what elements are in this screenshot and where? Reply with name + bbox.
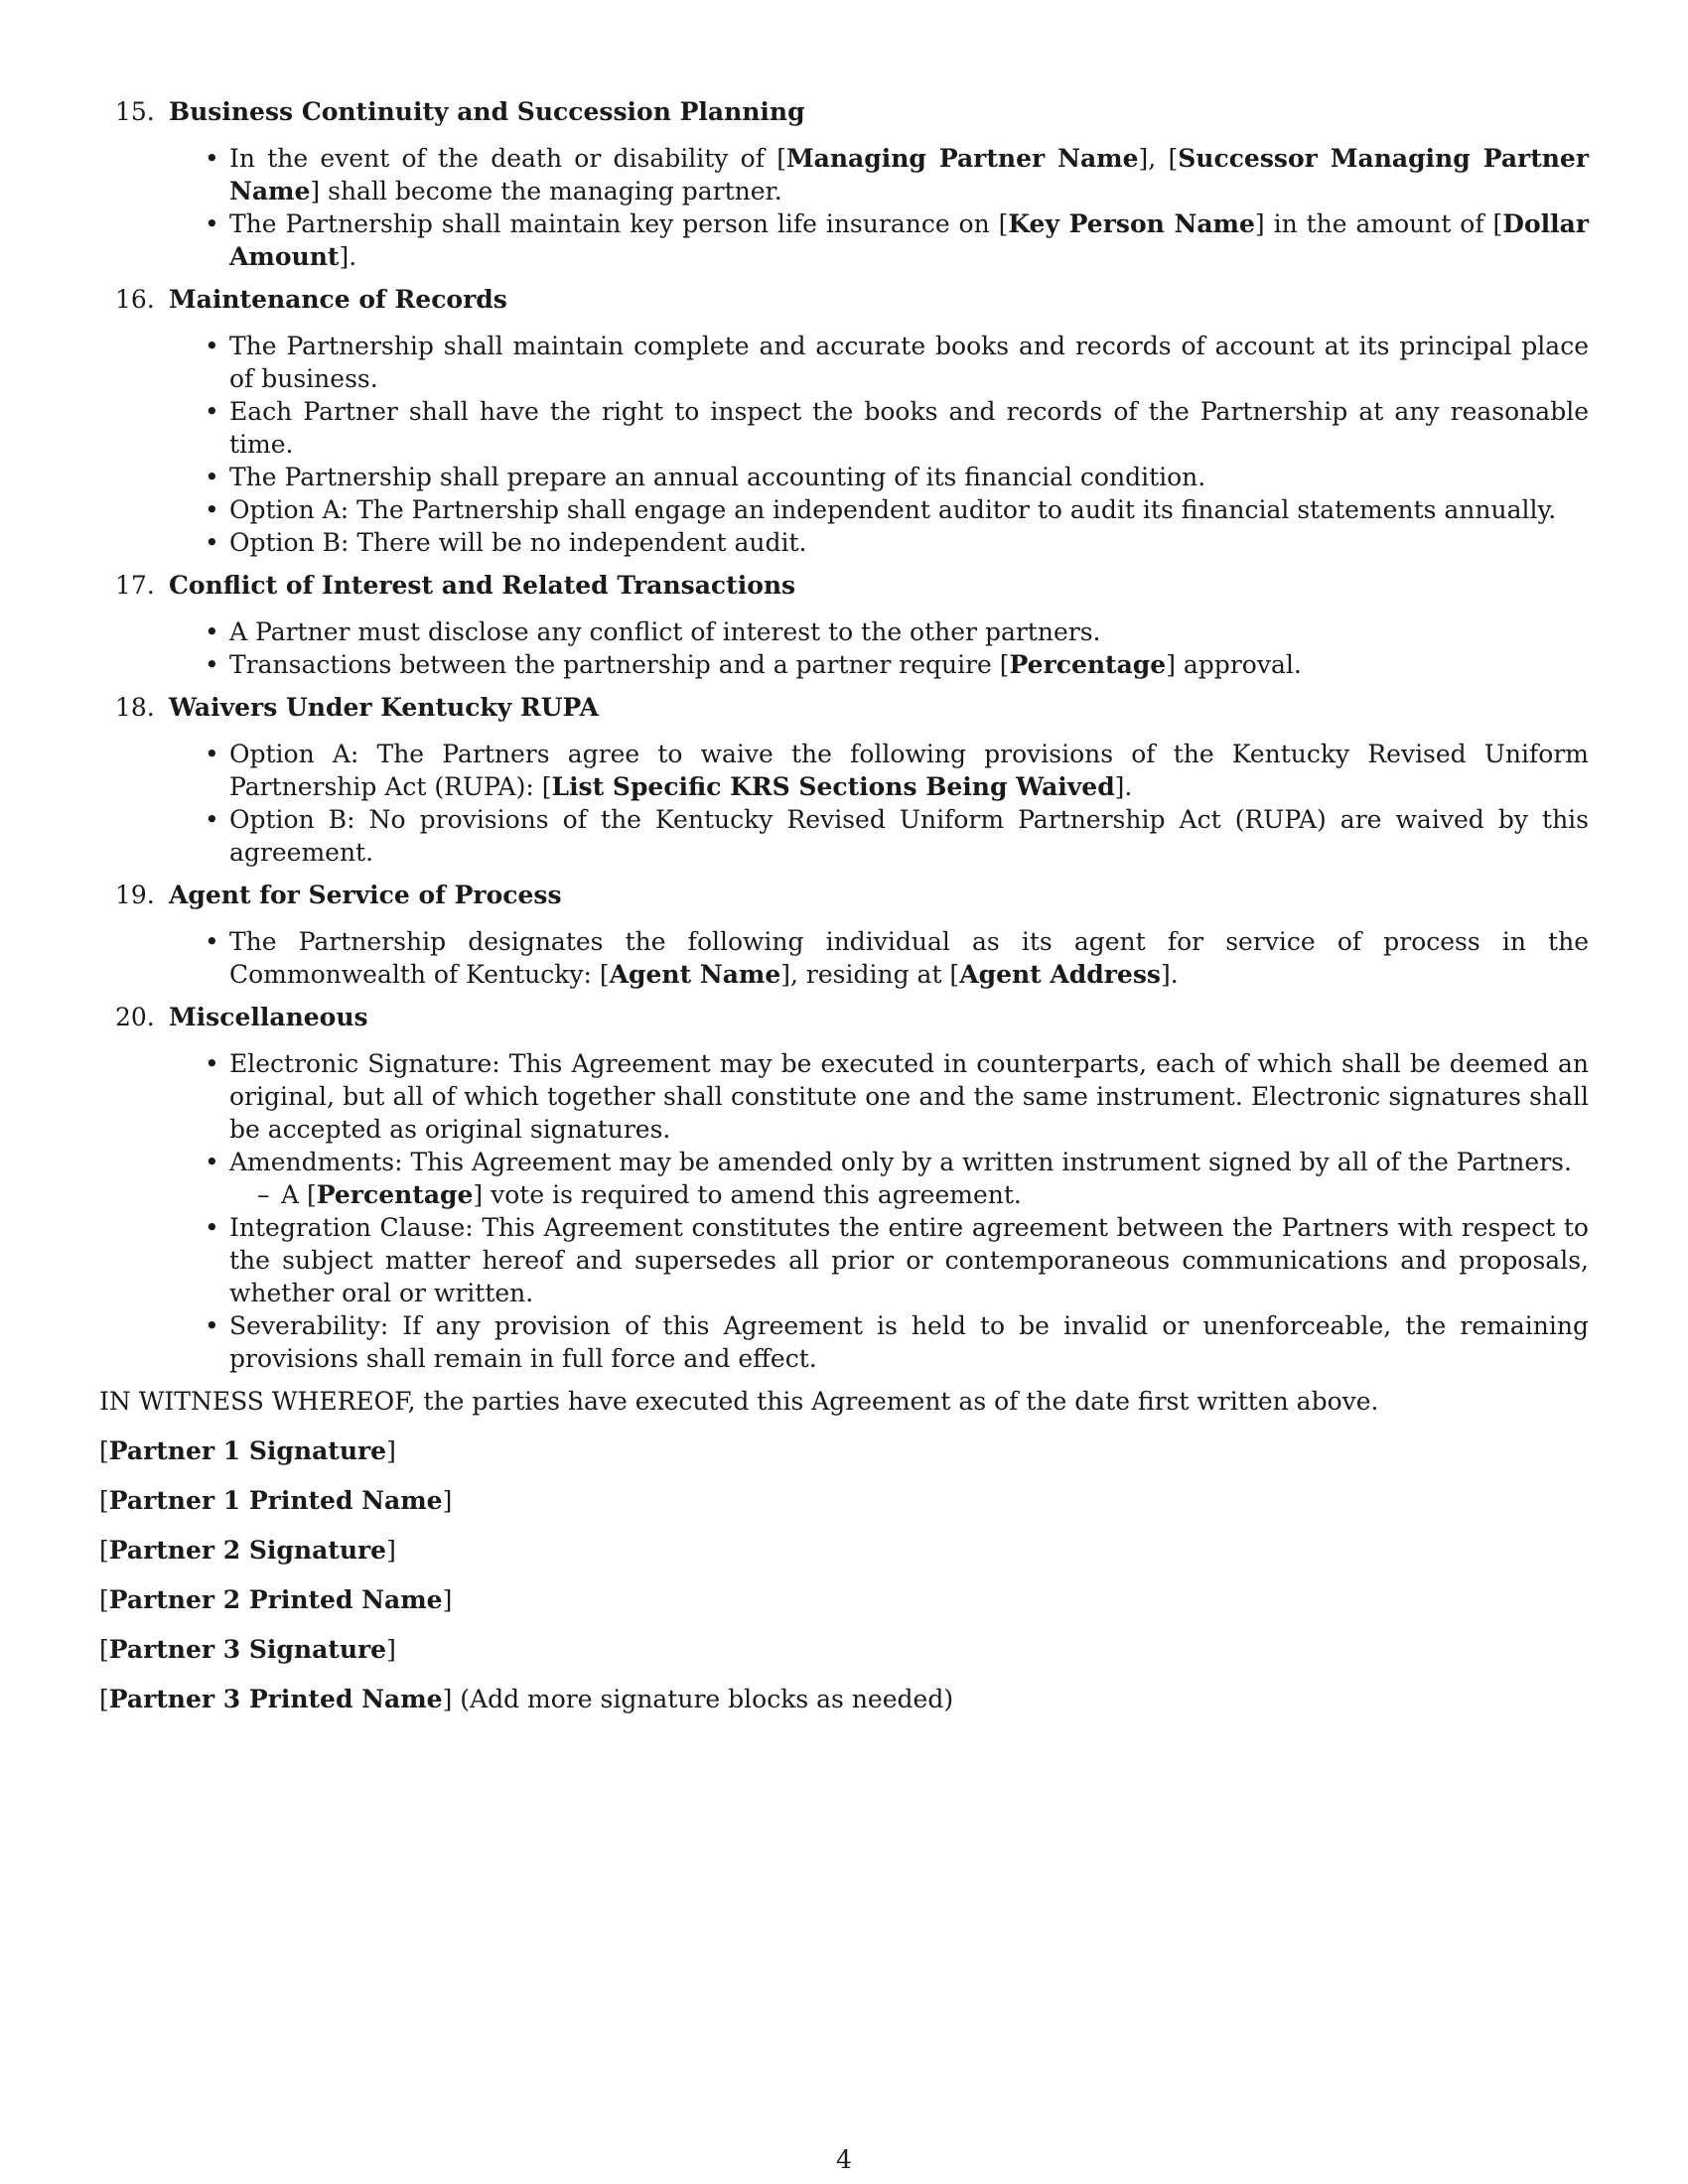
signature-line: [Partner 2 Signature] (99, 1536, 396, 1565)
text-run: Option B: No provisions of the Kentucky Revised Uniform Partnership Act (RUPA) are waived by this agreement. (229, 805, 1589, 867)
text-run: The Partnership shall prepare an annual accounting of its financial condition. (229, 463, 1206, 491)
text-run: Integration Clause: This Agreement constitutes the entire agreement between the Partners with respect to the subject matter hereof and supersedes all prior or contemporaneous communications and proposals, whether oral or written. (229, 1213, 1589, 1307)
text-run: ] approval. (1166, 650, 1302, 679)
sub-item (281, 1178, 1589, 1211)
bullet-list (99, 738, 1589, 869)
text-run: In the event of the death or disability of [ (229, 144, 786, 173)
section-heading (115, 691, 1589, 724)
bullet-item (229, 395, 1589, 461)
sub-list (229, 1178, 1589, 1211)
text-run: ], residing at [ (780, 960, 960, 989)
text-run: Option B: There will be no independent audit. (229, 528, 807, 557)
placeholder-field: Percentage (1009, 650, 1167, 679)
text-run: A [ (281, 1180, 317, 1209)
bullet-item (229, 1047, 1589, 1146)
signature-label: Partner 2 Printed Name (108, 1585, 443, 1614)
text-run: The Partnership shall maintain complete and accurate books and records of account at its principal place of business. (229, 332, 1589, 393)
text-run: ] in the amount of [ (1254, 209, 1503, 238)
bullet-item (229, 526, 1589, 559)
section-title: Maintenance of Records (169, 285, 507, 314)
section (99, 95, 1589, 273)
text-run: Option A: The Partners agree to waive the following provisions of the Kentucky Revised Uniform Partnership Act (RUPA): [ (229, 740, 1589, 801)
section-heading (115, 95, 1589, 128)
signature-label: Partner 3 Printed Name (108, 1685, 443, 1713)
section-title: Miscellaneous (169, 1003, 368, 1031)
signature-blocks (99, 1434, 1589, 1715)
text-run: ]. (1114, 772, 1133, 801)
text-run: The Partnership designates the following individual as its agent for service of process in the Commonwealth of Kentucky: [ (229, 927, 1589, 989)
signature-line: [Partner 3 Printed Name] (Add more signature blocks as needed) (99, 1685, 954, 1713)
bullet-item (229, 461, 1589, 493)
section-title: Business Continuity and Succession Planning (169, 97, 805, 126)
signature-line: [Partner 1 Signature] (99, 1436, 396, 1465)
section-number: 19. (115, 881, 155, 909)
section-heading (115, 1001, 1589, 1033)
section-number: 18. (115, 693, 155, 722)
text-run: Electronic Signature: This Agreement may be executed in counterparts, each of which shall be deemed an original, but all of which together shall constitute one and the same instrument. Electronic signatures shall be accepted as original signatures. (229, 1049, 1589, 1144)
text-run: The Partnership shall maintain key person life insurance on [ (229, 209, 1009, 238)
placeholder-field: Agent Name (609, 960, 781, 989)
section (99, 879, 1589, 991)
bullet-item (229, 615, 1589, 648)
section-number: 20. (115, 1003, 155, 1031)
bullet-item (229, 1309, 1589, 1375)
section (99, 691, 1589, 869)
section-number: 15. (115, 97, 155, 126)
signature-label: Partner 1 Printed Name (108, 1486, 443, 1515)
bullet-item (229, 207, 1589, 273)
placeholder-field: Managing Partner Name (785, 144, 1139, 173)
bullet-item (229, 803, 1589, 869)
bullet-item (229, 142, 1589, 207)
bullet-item (229, 738, 1589, 803)
text-run: Amendments: This Agreement may be amended only by a written instrument signed by all of the Partners. (229, 1148, 1572, 1176)
text-run: Transactions between the partnership and a partner require [ (229, 650, 1010, 679)
bullet-item (229, 330, 1589, 395)
bullet-list (99, 142, 1589, 273)
bullet-list (99, 330, 1589, 559)
section-number: 17. (115, 571, 155, 600)
section-title: Conflict of Interest and Related Transactions (169, 571, 796, 600)
bullet-item (229, 493, 1589, 526)
bullet-item (229, 1146, 1589, 1211)
signature-label: Partner 3 Signature (108, 1635, 387, 1664)
signature-line: [Partner 2 Printed Name] (99, 1585, 453, 1614)
section (99, 569, 1589, 681)
bullet-item (229, 1211, 1589, 1309)
signature-line: [Partner 1 Printed Name] (99, 1486, 453, 1515)
document-page (99, 95, 1589, 1732)
text-run: A Partner must disclose any conflict of interest to the other partners. (229, 617, 1101, 646)
placeholder-field: Successor Managing Partner Name (229, 144, 1589, 205)
bullet-item (229, 925, 1589, 991)
signature-line: [Partner 3 Signature] (99, 1635, 396, 1664)
bullet-item (229, 648, 1589, 681)
text-run: ]. (1160, 960, 1179, 989)
placeholder-field: Agent Address (959, 960, 1161, 989)
section-heading (115, 879, 1589, 911)
bullet-list (99, 615, 1589, 681)
placeholder-field: List Specific KRS Sections Being Waived (551, 772, 1115, 801)
text-run: ] vote is required to amend this agreement. (473, 1180, 1022, 1209)
placeholder-field: Key Person Name (1008, 209, 1255, 238)
bullet-list (99, 1047, 1589, 1375)
text-run: Each Partner shall have the right to inspect the books and records of the Partnership at any reasonable time. (229, 397, 1589, 459)
text-run: Severability: If any provision of this Agreement is held to be invalid or unenforceable, the remaining provisions shall remain in full force and effect. (229, 1311, 1589, 1373)
section-title: Agent for Service of Process (169, 881, 562, 909)
text-run: ], [ (1138, 144, 1179, 173)
text-run: ] shall become the managing partner. (310, 177, 782, 205)
section-number: 16. (115, 285, 155, 314)
section (99, 283, 1589, 559)
section-heading (115, 569, 1589, 602)
sections-list (99, 95, 1589, 1375)
page-number: 4 (836, 2145, 852, 2174)
bullet-list (99, 925, 1589, 991)
signature-label: Partner 1 Signature (108, 1436, 387, 1465)
text-run: ]. (339, 242, 357, 271)
text-run: Option A: The Partnership shall engage an independent auditor to audit its financial statements annually. (229, 495, 1557, 524)
section (99, 1001, 1589, 1375)
signature-label: Partner 2 Signature (108, 1536, 387, 1565)
witness-clause: IN WITNESS WHEREOF, the parties have executed this Agreement as of the date first written above. (99, 1387, 1379, 1416)
placeholder-field: Dollar Amount (229, 209, 1589, 271)
section-title: Waivers Under Kentucky RUPA (169, 693, 599, 722)
placeholder-field: Percentage (316, 1180, 474, 1209)
signature-note: (Add more signature blocks as needed) (460, 1685, 954, 1713)
section-heading (115, 283, 1589, 316)
